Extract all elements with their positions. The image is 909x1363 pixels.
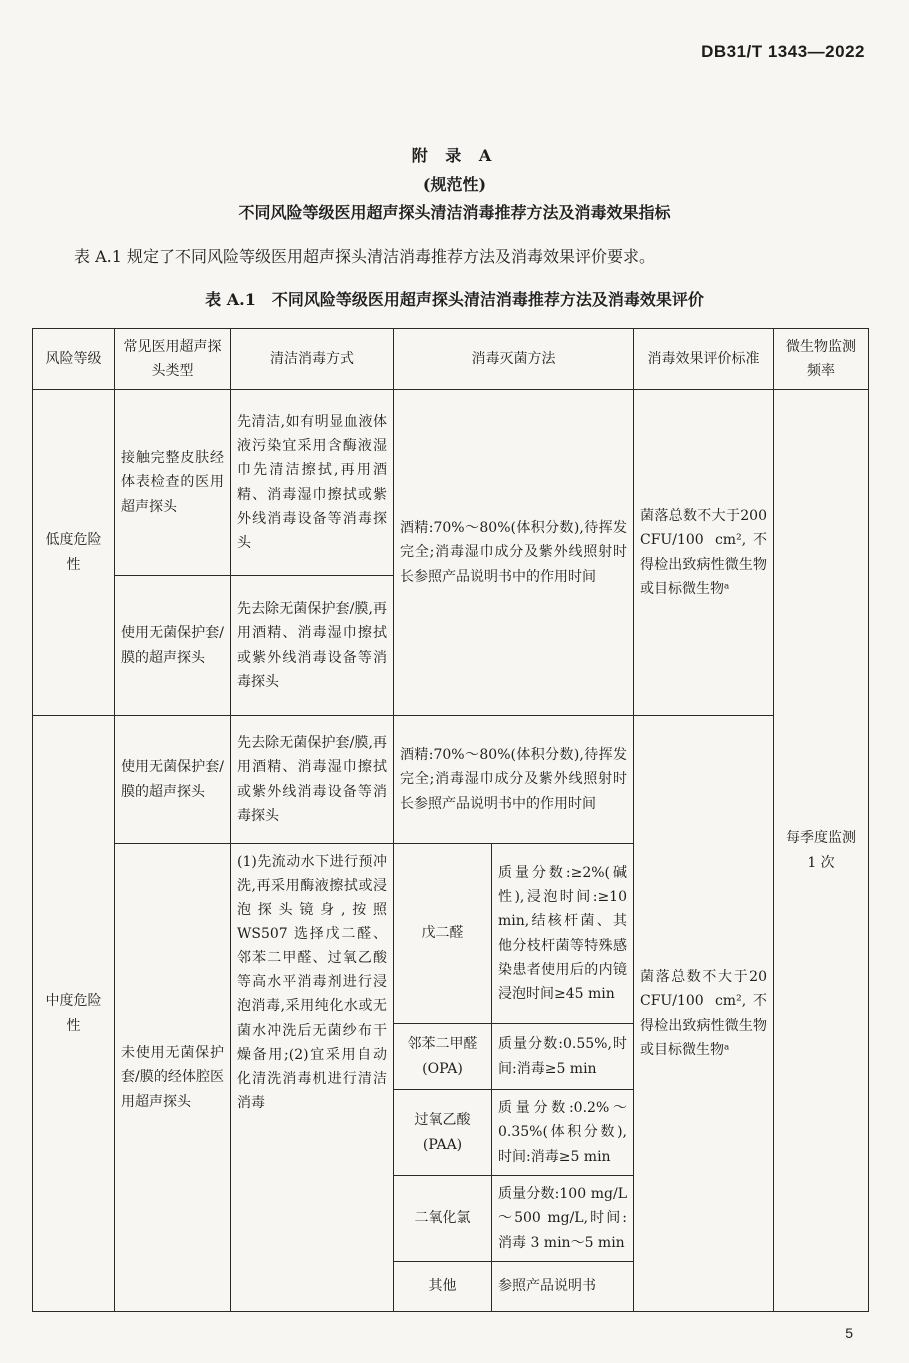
risk-mid: 中度危险性 [33,716,115,1312]
agent-detail: 质量分数:≥2%(碱性),浸泡时间:≥10 min,结核杆菌、其他分枝杆菌等特殊感染患者使用后的内镜浸泡时间≥45 min [492,844,634,1024]
page-number: 5 [845,1325,853,1341]
table-row [33,716,869,844]
probe-type-cell: 使用无菌保护套/膜的超声探头 [115,716,231,844]
agent-name: 邻苯二甲醛(OPA) [394,1024,492,1090]
agent-detail: 质量分数:0.55%,时间:消毒≥5 min [492,1024,634,1090]
header-risk: 风险等级 [33,329,115,390]
header-method: 消毒灭菌方法 [394,329,634,390]
table-row [33,390,869,576]
probe-type-cell: 接触完整皮肤经体表检查的医用超声探头 [115,390,231,576]
disinfection-table [32,328,869,1312]
annex-heading: 不同风险等级医用超声探头清洁消毒推荐方法及消毒效果指标 [238,203,671,222]
header-probe-type: 常见医用超声探头类型 [115,329,231,390]
annex-type: (规范性) [422,175,487,194]
method-cell: 酒精:70%～80%(体积分数),待挥发完全;消毒湿巾成分及紫外线照射时长参照产品说明书中的作用时间 [394,390,634,716]
method-cell: 酒精:70%～80%(体积分数),待挥发完全;消毒湿巾成分及紫外线照射时长参照产品说明书中的作用时间 [394,716,634,844]
agent-name: 过氧乙酸(PAA) [394,1090,492,1176]
cleaning-cell: 先清洁,如有明显血液体液污染宜采用含酶液湿巾先清洁擦拭,再用酒精、消毒湿巾擦拭或紫外线消毒设备等消毒探头 [231,390,394,576]
agent-name: 其他 [394,1262,492,1312]
intro-paragraph: 表 A.1 规定了不同风险等级医用超声探头清洁消毒推荐方法及消毒效果评价要求。 [74,247,655,266]
probe-type-cell: 未使用无菌保护套/膜的经体腔医用超声探头 [115,844,231,1312]
monitoring-frequency: 每季度监测 1 次 [774,390,869,1312]
agent-detail: 质量分数:100 mg/L～500 mg/L,时间:消毒 3 min～5 min [492,1176,634,1262]
agent-name: 戊二醛 [394,844,492,1024]
table-title: 表 A.1 不同风险等级医用超声探头清洁消毒推荐方法及消毒效果评价 [205,290,704,309]
agent-name: 二氧化氯 [394,1176,492,1262]
table-header-row [33,329,869,390]
cleaning-cell: (1)先流动水下进行预冲洗,再采用酶液擦拭或浸泡探头镜身,按照 WS507 选择戊二醛、邻苯二甲醛、过氧乙酸等高水平消毒剂进行浸泡消毒,采用纯化水或无菌水冲洗后无菌纱布干燥备用;(2)宜采用自动化清洗消毒机进行清洁消毒 [231,844,394,1312]
header-frequency: 微生物监测频率 [774,329,869,390]
agent-detail: 质量分数:0.2%～0.35%(体积分数),时间:消毒≥5 min [492,1090,634,1176]
header-cleaning: 清洁消毒方式 [231,329,394,390]
standard-mid: 菌落总数不大于20 CFU/100 cm²,不得检出致病性微生物或目标微生物ᵃ [634,716,774,1312]
annex-title: 附 录 A [411,146,498,165]
header-standard: 消毒效果评价标准 [634,329,774,390]
standard-code: DB31/T 1343—2022 [701,42,865,61]
agent-detail: 参照产品说明书 [492,1262,634,1312]
risk-low: 低度危险性 [33,390,115,716]
standard-low: 菌落总数不大于200 CFU/100 cm²,不得检出致病性微生物或目标微生物ᵃ [634,390,774,716]
cleaning-cell: 先去除无菌保护套/膜,再用酒精、消毒湿巾擦拭或紫外线消毒设备等消毒探头 [231,716,394,844]
cleaning-cell: 先去除无菌保护套/膜,再用酒精、消毒湿巾擦拭或紫外线消毒设备等消毒探头 [231,576,394,716]
probe-type-cell: 使用无菌保护套/膜的超声探头 [115,576,231,716]
